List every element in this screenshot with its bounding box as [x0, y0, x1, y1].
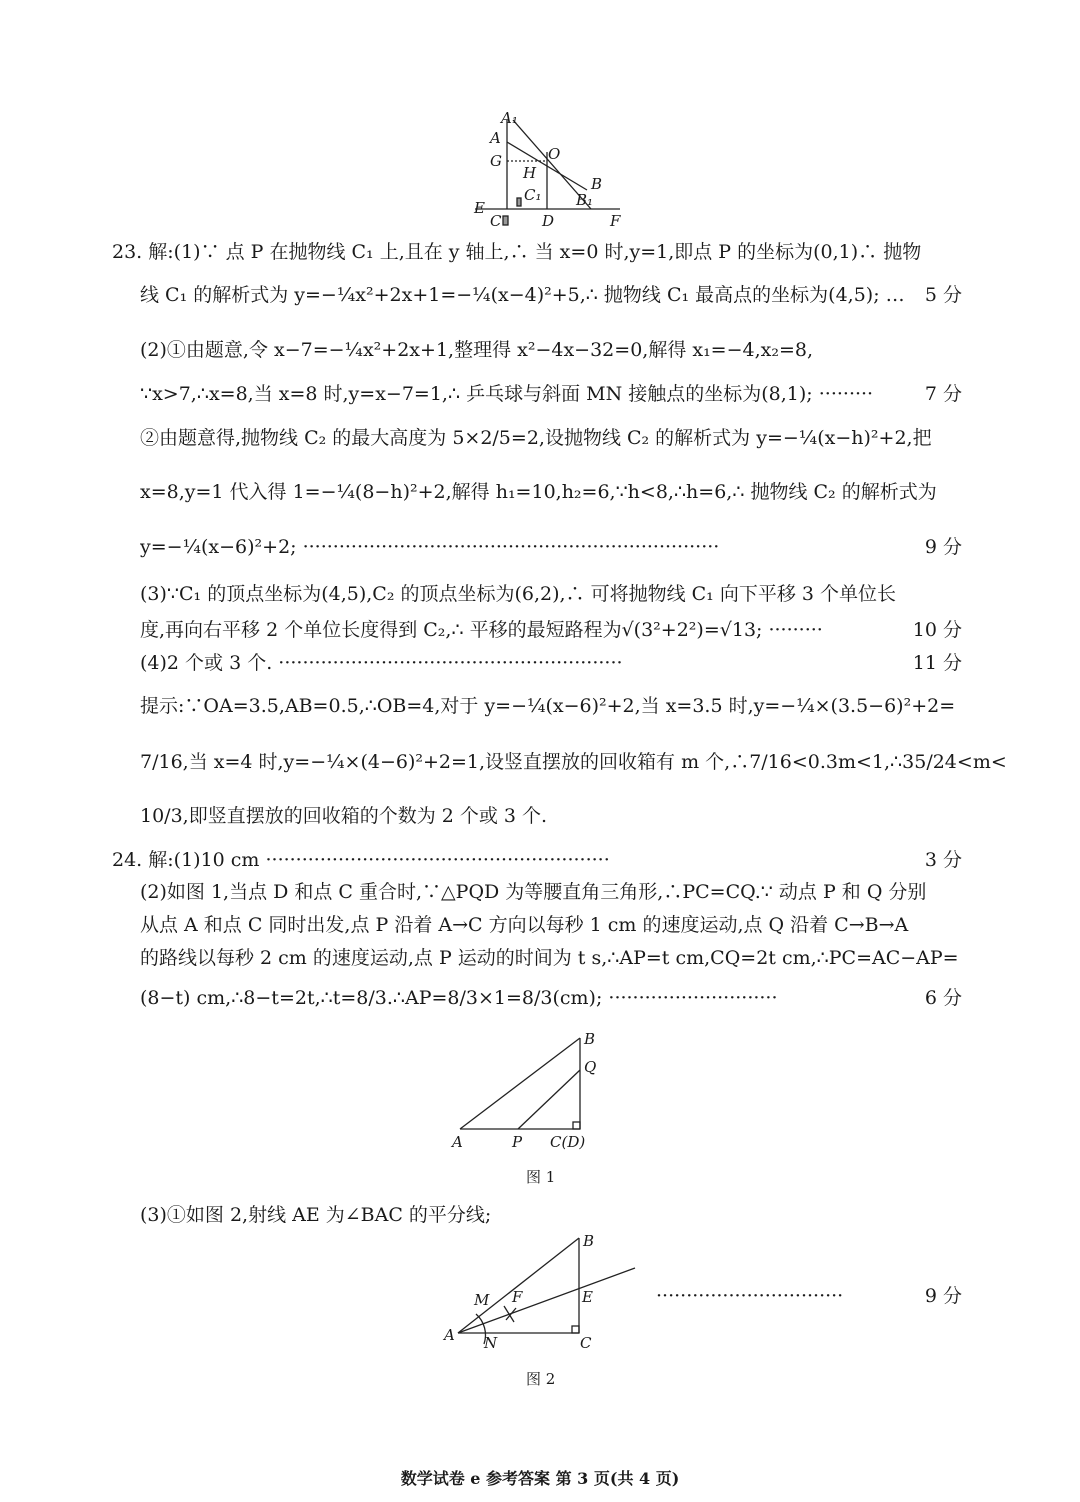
q24-line: (8−t) cm,∴8−t=2t,∴t=8/3.∴AP=8/3×1=8/3(cm); ····························	[140, 987, 778, 1009]
q23-line: 度,再向右平移 2 个单位长度得到 C₂,∴ 平移的最短路程为√(3²+2²)=√13; ·········	[140, 619, 823, 641]
q23-line: 提示:∵OA=3.5,AB=0.5,∴OB=4,对于 y=−¼(x−6)²+2,当 x=3.5 时,y=−¼×(3.5−6)²+2=	[140, 695, 956, 717]
figure-2	[440, 1230, 650, 1360]
fig0-label: G	[490, 152, 502, 170]
fig1-label: Q	[584, 1058, 597, 1076]
q23-line: y=−¼(x−6)²+2; ·····································································	[140, 536, 720, 558]
fig0-label: B₁	[576, 191, 594, 209]
q23-line: ②由题意得,抛物线 C₂ 的最大高度为 5×2/5=2,设抛物线 C₂ 的解析式为 y=−¼(x−h)²+2,把	[140, 427, 932, 449]
q23-line: 7/16,当 x=4 时,y=−¼×(4−6)²+2=1,设竖直摆放的回收箱有 m 个,∴7/16<0.3m<1,∴35/24<m<	[140, 751, 1007, 773]
fig0-label: D	[542, 212, 555, 230]
fig0-label: C₁	[524, 186, 542, 204]
score-label: 9 分	[924, 536, 962, 558]
fig2-label: C	[580, 1334, 592, 1352]
fig2-label: E	[582, 1288, 593, 1306]
figure-1	[448, 1030, 608, 1155]
fig0-label: C	[490, 212, 502, 230]
fig0-label: B	[591, 175, 603, 193]
fig2-label: M	[474, 1291, 490, 1309]
score-label: 5 分	[924, 284, 962, 306]
fig0-label: A	[490, 129, 501, 147]
fig0-label: E	[474, 199, 485, 217]
fig1-label: B	[584, 1030, 596, 1048]
fig2-label: B	[583, 1232, 595, 1250]
q24-line: 24. 解:(1)10 cm ·························································	[112, 849, 610, 871]
q24-line: (3)①如图 2,射线 AE 为∠BAC 的平分线;	[140, 1204, 492, 1226]
q24-dots: ·······························	[656, 1285, 844, 1307]
fig1-label: P	[512, 1133, 523, 1151]
q24-line: (2)如图 1,当点 D 和点 C 重合时,∵△PQD 为等腰直角三角形,∴PC=CQ.∵ 动点 P 和 Q 分别	[140, 881, 927, 903]
fig2-label: N	[484, 1334, 498, 1352]
q23-line: (2)①由题意,令 x−7=−¼x²+2x+1,整理得 x²−4x−32=0,解得 x₁=−4,x₂=8,	[140, 339, 814, 361]
q23-line: 10/3,即竖直摆放的回收箱的个数为 2 个或 3 个.	[140, 805, 548, 827]
q24-line: 的路线以每秒 2 cm 的速度运动,点 P 运动的时间为 t s,∴AP=t cm,CQ=2t cm,∴PC=AC−AP=	[140, 947, 959, 969]
q23-line: (3)∵C₁ 的顶点坐标为(4,5),C₂ 的顶点坐标为(6,2),∴ 可将抛物线 C₁ 向下平移 3 个单位长	[140, 583, 896, 605]
score-label: 7 分	[924, 383, 962, 405]
q23-line: (4)2 个或 3 个. ·························································	[140, 652, 623, 674]
q23-line: x=8,y=1 代入得 1=−¼(8−h)²+2,解得 h₁=10,h₂=6,∵h<8,∴h=6,∴ 抛物线 C₂ 的解析式为	[140, 481, 937, 503]
figure-2-caption: 图 2	[526, 1370, 556, 1388]
fig0-label: H	[523, 164, 537, 182]
fig0-label: O	[548, 145, 561, 163]
fig1-label: A	[452, 1133, 463, 1151]
fig0-label: A₁	[501, 109, 518, 127]
fig2-label: A	[444, 1326, 455, 1344]
figure-rebound-diagram	[470, 110, 630, 230]
fig1-label: C(D)	[550, 1133, 586, 1151]
figure-1-caption: 图 1	[526, 1168, 556, 1186]
page-footer: 数学试卷 e 参考答案 第 3 页(共 4 页)	[400, 1469, 680, 1488]
q23-line: 线 C₁ 的解析式为 y=−¼x²+2x+1=−¼(x−4)²+5,∴ 抛物线 C₁ 最高点的坐标为(4,5); …	[140, 284, 905, 306]
score-label: 9 分	[924, 1285, 962, 1307]
q24-line: 从点 A 和点 C 同时出发,点 P 沿着 A→C 方向以每秒 1 cm 的速度运动,点 Q 沿着 C→B→A	[140, 914, 909, 936]
score-label: 3 分	[924, 849, 962, 871]
score-label: 10 分	[912, 619, 962, 641]
score-label: 11 分	[912, 652, 962, 674]
q23-line: 23. 解:(1)∵ 点 P 在抛物线 C₁ 上,且在 y 轴上,∴ 当 x=0 时,y=1,即点 P 的坐标为(0,1)∴ 抛物	[112, 241, 922, 263]
q23-line: ∵x>7,∴x=8,当 x=8 时,y=x−7=1,∴ 乒乓球与斜面 MN 接触点的坐标为(8,1); ·········	[140, 383, 874, 405]
fig0-label: F	[610, 212, 621, 230]
fig2-label: F	[512, 1288, 523, 1306]
score-label: 6 分	[924, 987, 962, 1009]
